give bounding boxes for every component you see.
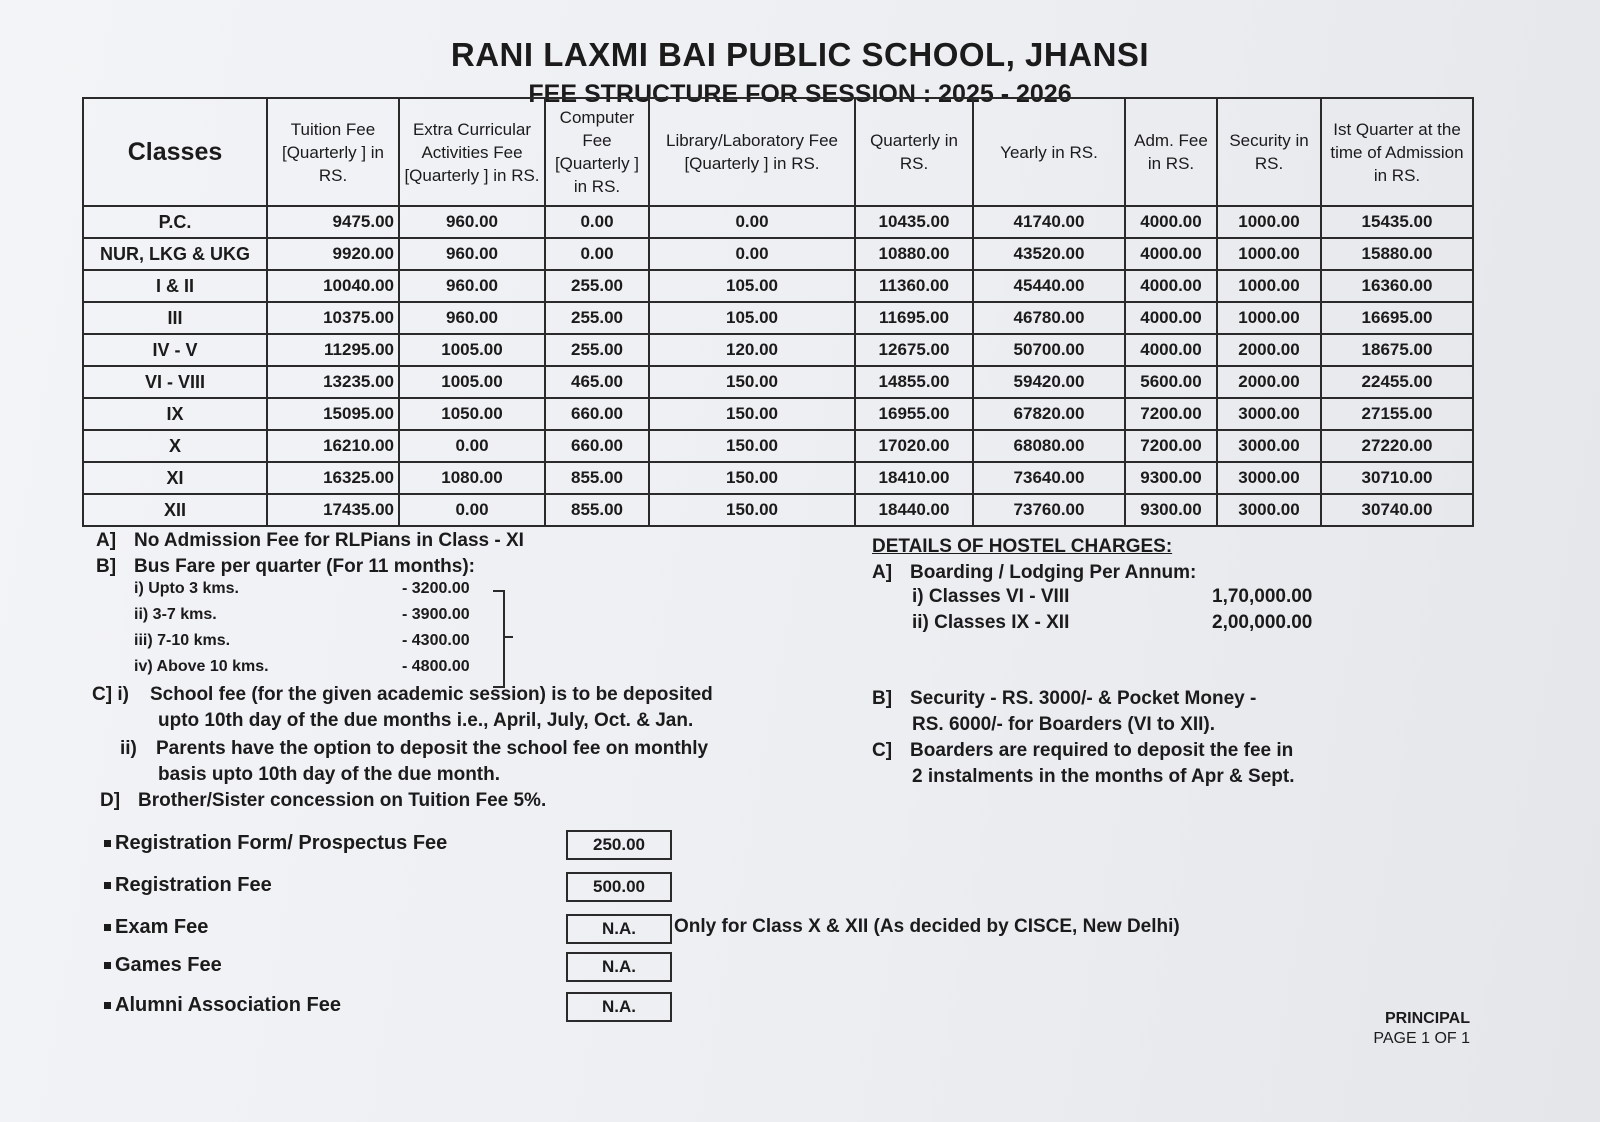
class-cell: P.C. [83,206,267,238]
fee-cell: 105.00 [649,270,855,302]
note-a [96,530,524,552]
class-cell: XII [83,494,267,526]
fee-cell: 150.00 [649,430,855,462]
hostel-b-cont: RS. 6000/- for Boarders (VI to XII). [912,714,1216,735]
fee-cell: 17435.00 [267,494,399,526]
extra-fee-row [104,830,1204,860]
extra-fee-value: 250.00 [566,830,672,860]
fee-cell: 1000.00 [1217,206,1321,238]
fee-cell: 3000.00 [1217,430,1321,462]
fee-table-header-row [83,98,1473,206]
fee-cell: 105.00 [649,302,855,334]
fee-cell: 7200.00 [1125,398,1217,430]
hostel-heading: DETAILS OF HOSTEL CHARGES: [872,536,1173,557]
bus-fare-row [134,580,470,598]
note-key: B] [96,556,117,577]
fee-cell: 43520.00 [973,238,1125,270]
fee-cell: 4000.00 [1125,334,1217,366]
extra-fee-row [104,952,1204,982]
hostel-a [872,562,1196,584]
fee-cell: 0.00 [545,238,649,270]
fee-cell: 27155.00 [1321,398,1473,430]
fee-cell: 1080.00 [399,462,545,494]
hostel-b [872,688,1256,710]
note-c2 [120,738,708,760]
fee-cell: 3000.00 [1217,398,1321,430]
class-cell: III [83,302,267,334]
fee-cell: 465.00 [545,366,649,398]
note-text: Security - RS. 3000/- & Pocket Money - [910,688,1257,709]
column-header: Security in RS. [1217,98,1321,206]
extra-fee-label: Registration Form/ Prospectus Fee [104,832,447,855]
fee-table-body [83,206,1473,526]
fee-cell: 855.00 [545,462,649,494]
class-cell: IV - V [83,334,267,366]
fee-cell: 13235.00 [267,366,399,398]
table-row [83,238,1473,270]
bus-fare-bracket-tick [505,636,513,638]
fee-cell: 73760.00 [973,494,1125,526]
fee-cell: 1005.00 [399,334,545,366]
fee-cell: 150.00 [649,462,855,494]
fee-cell: 9300.00 [1125,494,1217,526]
class-cell: I & II [83,270,267,302]
fee-cell: 17020.00 [855,430,973,462]
fee-cell: 960.00 [399,238,545,270]
hostel-item-label: i) Classes VI - VIII [912,586,1070,607]
table-row [83,334,1473,366]
fee-cell: 46780.00 [973,302,1125,334]
table-row [83,270,1473,302]
fee-cell: 0.00 [649,238,855,270]
fee-cell: 0.00 [399,430,545,462]
fee-cell: 45440.00 [973,270,1125,302]
fee-cell: 11695.00 [855,302,973,334]
fee-cell: 150.00 [649,366,855,398]
class-cell: IX [83,398,267,430]
fee-cell: 5600.00 [1125,366,1217,398]
fee-cell: 1000.00 [1217,238,1321,270]
school-name: RANI LAXMI BAI PUBLIC SCHOOL, JHANSI [450,36,1150,73]
page-number: PAGE 1 OF 1 [1373,1030,1470,1047]
column-header: Yearly in RS. [973,98,1125,206]
bus-fare-bracket [493,590,505,688]
fee-cell: 150.00 [649,398,855,430]
extra-fee-label: Games Fee [104,954,222,977]
fee-cell: 150.00 [649,494,855,526]
bus-fare-value: - 4300.00 [402,632,470,649]
note-text: Parents have the option to deposit the school fee on monthly [156,738,709,759]
fee-cell: 2000.00 [1217,366,1321,398]
fee-cell: 1050.00 [399,398,545,430]
fee-cell: 22455.00 [1321,366,1473,398]
bus-fare-value: - 3900.00 [402,606,470,623]
class-cell: NUR, LKG & UKG [83,238,267,270]
fee-cell: 2000.00 [1217,334,1321,366]
fee-cell: 16695.00 [1321,302,1473,334]
note-c1-cont: upto 10th day of the due months i.e., April, July, Oct. & Jan. [158,710,694,731]
fee-cell: 0.00 [545,206,649,238]
fee-cell: 67820.00 [973,398,1125,430]
fee-cell: 30740.00 [1321,494,1473,526]
fee-cell: 16955.00 [855,398,973,430]
fee-cell: 16210.00 [267,430,399,462]
column-header: Computer Fee [Quarterly ] in RS. [545,98,649,206]
fee-cell: 15435.00 [1321,206,1473,238]
hostel-item-amount: 2,00,000.00 [1212,612,1313,633]
fee-cell: 59420.00 [973,366,1125,398]
fee-cell: 3000.00 [1217,494,1321,526]
table-row [83,206,1473,238]
session-subtitle: FEE STRUCTURE FOR SESSION : 2025 - 2026 [528,80,1072,108]
hostel-item-label: ii) Classes IX - XII [912,612,1070,633]
fee-cell: 10040.00 [267,270,399,302]
fee-cell: 0.00 [649,206,855,238]
fee-cell: 18440.00 [855,494,973,526]
fee-cell: 11295.00 [267,334,399,366]
bus-fare-value: - 3200.00 [402,580,470,597]
column-header: Ist Quarter at the time of Admission in RS. [1321,98,1473,206]
fee-cell: 1005.00 [399,366,545,398]
note-c1 [92,684,713,706]
column-header: Tuition Fee [Quarterly ] in RS. [267,98,399,206]
hostel-item [912,586,1352,608]
note-text: Bus Fare per quarter (For 11 months): [134,556,476,577]
table-row [83,462,1473,494]
fee-cell: 1000.00 [1217,302,1321,334]
fee-cell: 960.00 [399,270,545,302]
bus-fare-label: iii) 7-10 kms. [134,632,231,649]
extra-fee-row [104,992,1204,1022]
fee-cell: 73640.00 [973,462,1125,494]
bus-fare-row [134,658,470,676]
note-c2-cont: basis upto 10th day of the due month. [158,764,501,785]
table-row [83,430,1473,462]
note-key: A] [872,562,893,583]
note-text: Boarding / Lodging Per Annum: [910,562,1197,583]
fee-cell: 30710.00 [1321,462,1473,494]
note-key: ii) [120,738,137,759]
fee-cell: 7200.00 [1125,430,1217,462]
principal-signature-block [1290,1010,1470,1048]
fee-cell: 18675.00 [1321,334,1473,366]
note-key: B] [872,688,893,709]
fee-cell: 1000.00 [1217,270,1321,302]
column-header: Library/Laboratory Fee [Quarterly ] in RS. [649,98,855,206]
fee-cell: 10880.00 [855,238,973,270]
fee-cell: 4000.00 [1125,206,1217,238]
table-row [83,366,1473,398]
table-row [83,494,1473,526]
fee-cell: 15880.00 [1321,238,1473,270]
bus-fare-label: ii) 3-7 kms. [134,606,217,623]
fee-cell: 960.00 [399,302,545,334]
extra-fee-label: Exam Fee [104,916,208,939]
class-cell: VI - VIII [83,366,267,398]
hostel-item [912,612,1352,634]
fee-cell: 27220.00 [1321,430,1473,462]
fee-cell: 15095.00 [267,398,399,430]
note-key: C] [872,740,893,761]
fee-cell: 255.00 [545,334,649,366]
extra-fee-label: Registration Fee [104,874,272,897]
extra-fee-value: 500.00 [566,872,672,902]
fee-cell: 0.00 [399,494,545,526]
extra-fee-value: N.A. [566,952,672,982]
note-text: School fee (for the given academic session) is to be deposited [150,684,713,705]
fee-cell: 4000.00 [1125,302,1217,334]
class-cell: X [83,430,267,462]
bus-fare-label: iv) Above 10 kms. [134,658,269,675]
fee-cell: 960.00 [399,206,545,238]
fee-cell: 255.00 [545,302,649,334]
column-header: Extra Curricular Activities Fee [Quarterly ] in RS. [399,98,545,206]
fee-cell: 4000.00 [1125,270,1217,302]
note-key: D] [100,790,121,811]
fee-cell: 16325.00 [267,462,399,494]
note-key: C] i) [92,684,129,705]
extra-fee-row [104,872,1204,902]
fee-cell: 9475.00 [267,206,399,238]
fee-cell: 660.00 [545,398,649,430]
fee-cell: 3000.00 [1217,462,1321,494]
extra-fee-value: N.A. [566,992,672,1022]
extra-fee-row [104,914,1204,944]
note-d [100,790,546,812]
fee-cell: 11360.00 [855,270,973,302]
fee-cell: 10375.00 [267,302,399,334]
fee-cell: 855.00 [545,494,649,526]
fee-cell: 660.00 [545,430,649,462]
fee-cell: 14855.00 [855,366,973,398]
principal-label: PRINCIPAL [1384,1010,1470,1027]
column-header: Adm. Fee in RS. [1125,98,1217,206]
fee-cell: 12675.00 [855,334,973,366]
extra-fee-label: Alumni Association Fee [104,994,341,1017]
fee-cell: 50700.00 [973,334,1125,366]
hostel-c [872,740,1293,762]
table-row [83,302,1473,334]
fee-cell: 18410.00 [855,462,973,494]
fee-cell: 120.00 [649,334,855,366]
fee-cell: 4000.00 [1125,238,1217,270]
bus-fare-label: i) Upto 3 kms. [134,580,239,597]
note-text: Boarders are required to deposit the fee in [910,740,1294,761]
fee-cell: 41740.00 [973,206,1125,238]
class-cell: XI [83,462,267,494]
fee-table [82,97,1474,527]
fee-cell: 9300.00 [1125,462,1217,494]
extra-fee-value: N.A. [566,914,672,944]
extra-fee-note: Only for Class X & XII (As decided by CISCE, New Delhi) [674,916,1180,937]
hostel-c-cont: 2 instalments in the months of Apr & Sept. [912,766,1295,787]
fee-cell: 16360.00 [1321,270,1473,302]
fee-cell: 255.00 [545,270,649,302]
hostel-item-amount: 1,70,000.00 [1212,586,1313,607]
column-header: Quarterly in RS. [855,98,973,206]
bus-fare-value: - 4800.00 [402,658,470,675]
fee-cell: 9920.00 [267,238,399,270]
bus-fare-row [134,606,470,624]
column-header: Classes [83,98,267,206]
note-key: A] [96,530,117,551]
fee-cell: 68080.00 [973,430,1125,462]
bus-fare-row [134,632,470,650]
note-text: No Admission Fee for RLPians in Class - XI [134,530,524,551]
note-text: Brother/Sister concession on Tuition Fee 5%. [138,790,547,811]
note-b [96,556,475,578]
table-row [83,398,1473,430]
fee-cell: 10435.00 [855,206,973,238]
